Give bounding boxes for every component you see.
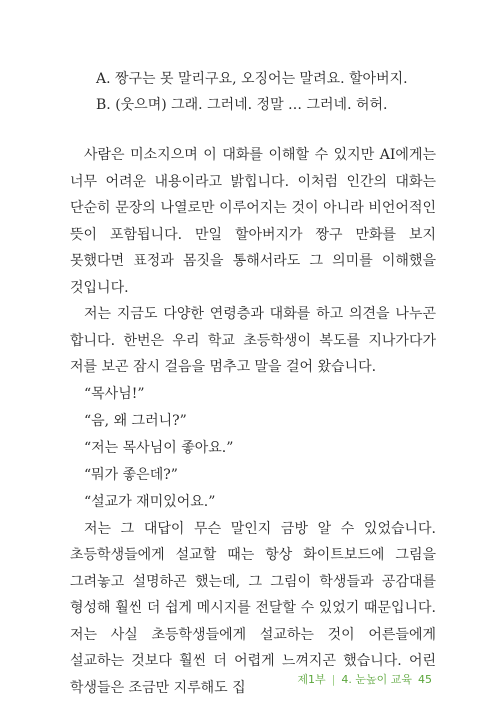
paragraph-2: 저는 지금도 다양한 연령층과 대화를 하고 의견을 나누곤 합니다. 한번은 우리 학교 초등학생이 복도를 지나가다가 저를 보곤 잠시 걸음을 멈추고 말을 걸어 왔습니다. (70, 306, 436, 375)
paragraph-1: 사람은 미소지으며 이 대화를 이해할 수 있지만 AI에게는 너무 어려운 내용이라고 밝힙니다. 이처럼 인간의 대화는 단순히 문장의 나열로만 이루어지는 것이 아니라 비언어적인 뜻이 포함됩니다. 만일 할아버지가 짱구 만화를 보지 못했다면 표정과 몸짓을 통해서라도 그 의미를 이해했을 것입니다. (70, 147, 436, 296)
quote-line-4: “뭐가 좋은데?” (84, 466, 178, 483)
dialogue-line-a: A. 짱구는 못 말리구요, 오징어는 말려요. 할아버지. (96, 71, 408, 87)
page-number: 45 (418, 673, 432, 686)
dialogue-excerpt (96, 66, 436, 118)
page-footer (297, 671, 432, 687)
quote-line-2: “음, 왜 그러니?” (84, 412, 187, 429)
body-text (70, 142, 436, 701)
footer-part: 제1부 (297, 673, 326, 686)
quote-line-1: “목사님!” (84, 385, 145, 402)
quote-line-3: “저는 목사님이 좋아요.” (84, 439, 234, 456)
quote-line-5: “설교가 재미있어요.” (84, 493, 216, 510)
footer-chapter: 4. 눈높이 교육 (341, 673, 412, 686)
paragraph-3: 저는 그 대답이 무슨 말인지 금방 알 수 있었습니다. 초등학생들에게 설교할 때는 항상 화이트보드에 그림을 그려놓고 설명하곤 했는데, 그 그림이 학생들과 공감대를 형성해 훨씬 더 쉽게 메시지를 전달할 수 있었기 때문입니다. 저는 사실 초등학생들에게 설교하는 것이 어른들에게 설교하는 것보다 훨씬 더 어렵게 느껴지곤 했습니다. 어린 학생들은 조금만 지루해도 집 (70, 520, 436, 696)
dialogue-line-b: B. (웃으며) 그래. 그러네. 정말 … 그러네. 허허. (96, 97, 388, 113)
footer-separator: | (331, 673, 336, 686)
